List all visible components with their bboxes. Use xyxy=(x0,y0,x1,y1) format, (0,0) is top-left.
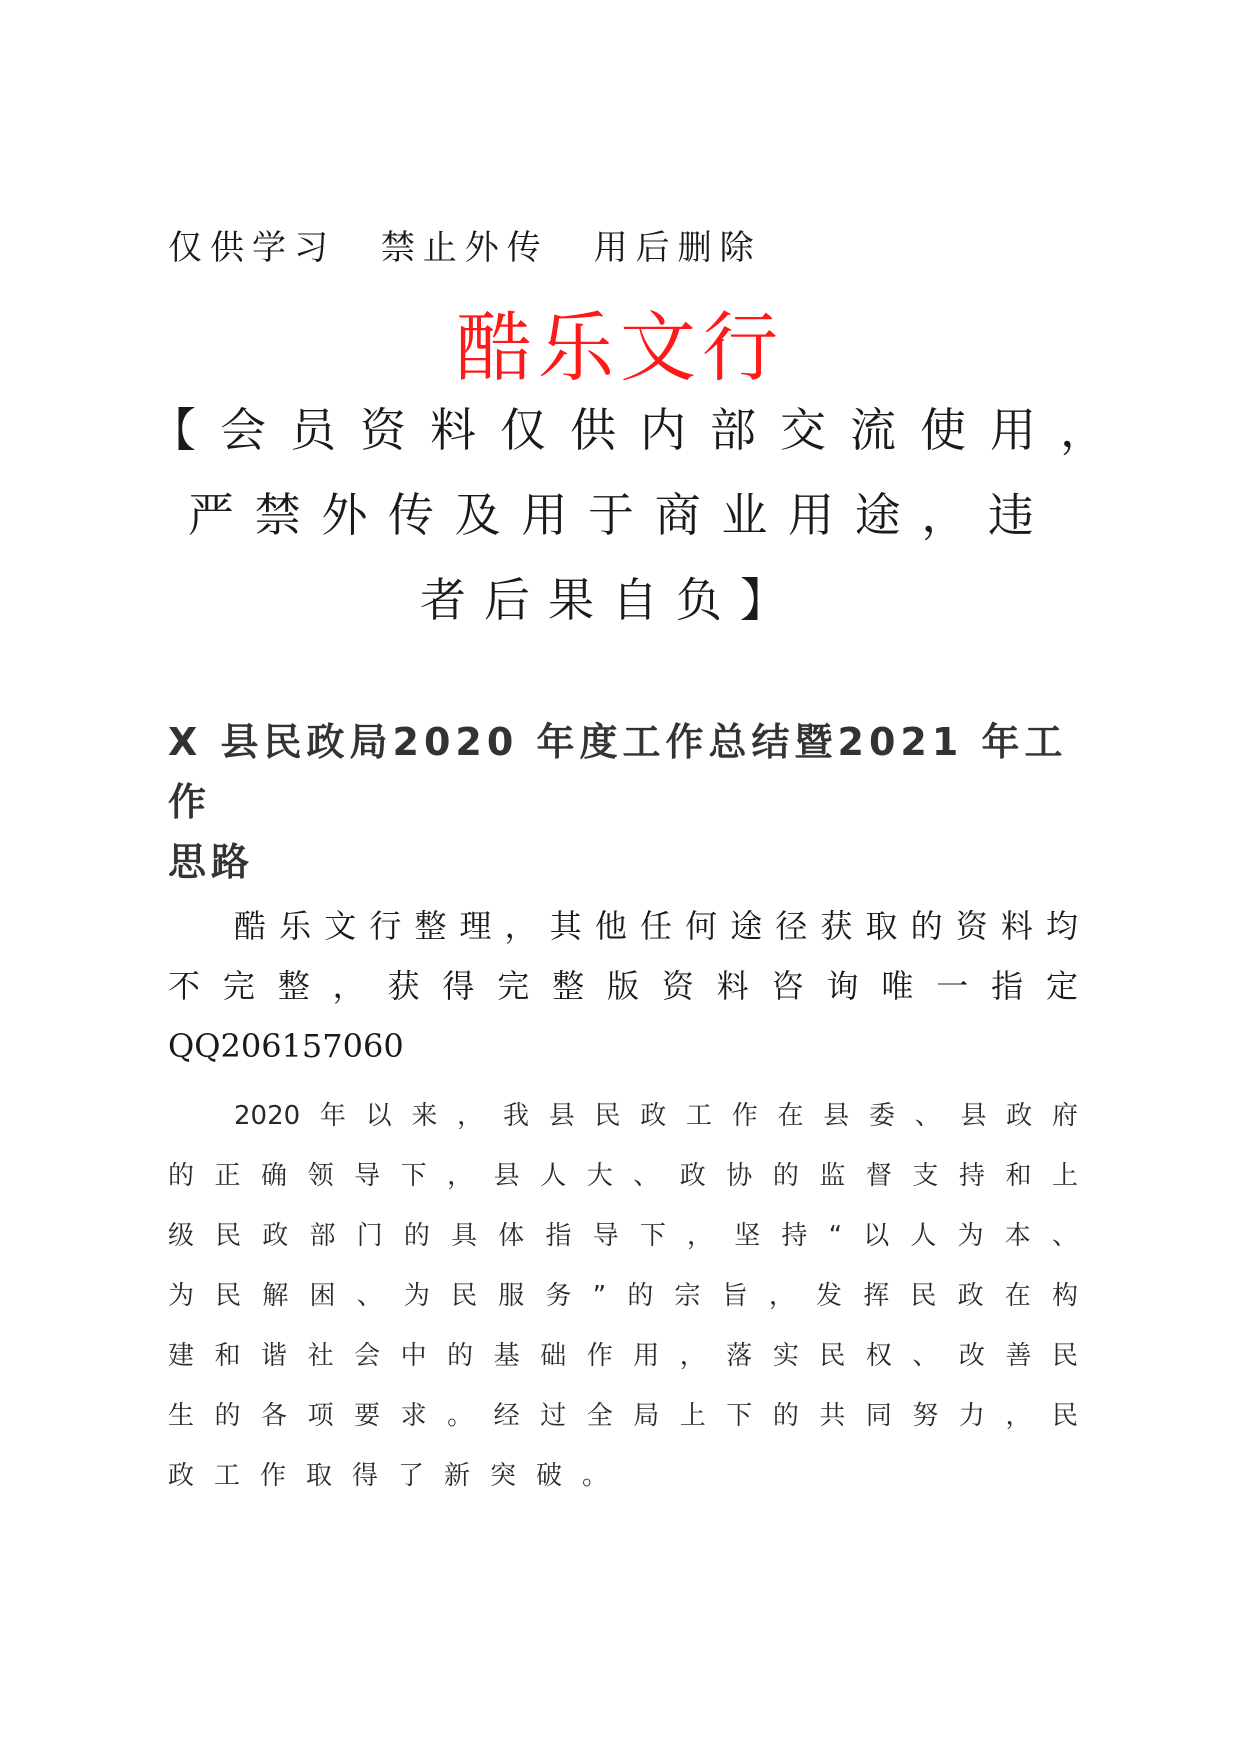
body-line: 为民解困、为民服务”的宗旨，发挥民政在构 xyxy=(168,1281,1078,1311)
brand-title: 酷乐文行 xyxy=(456,303,784,392)
intro-line-1: 酷乐文行整理，其他任何途径获取的资料均 xyxy=(234,907,1078,945)
body-line: 建和谐社会中的基础作用，落实民权、改善民 xyxy=(168,1341,1078,1371)
usage-notice xyxy=(168,226,1068,270)
notice-no-distribution: 禁止外传 xyxy=(380,228,549,268)
warning-line-1: 【会员资料仅供内部交流使用， xyxy=(150,403,1110,457)
notice-delete-after-use: 用后删除 xyxy=(593,228,762,268)
warning-line-3: 者后果自负】 xyxy=(420,573,790,627)
warning-line-2: 严禁外传及用于商业用途，违 xyxy=(188,488,1038,542)
intro-paragraph xyxy=(168,896,1078,1076)
member-warning xyxy=(150,400,1110,460)
body-line: 2020年以来，我县民政工作在县委、县政府 xyxy=(234,1101,1078,1131)
member-warning-3 xyxy=(420,570,790,630)
body-line: 政工作取得了新突破。 xyxy=(168,1461,629,1491)
document-title xyxy=(168,712,1088,892)
body-line: 级民政部门的具体指导下，坚持“以人为本、 xyxy=(168,1221,1078,1251)
title-line-1: X 县民政局2020 年度工作总结暨2021 年工作 xyxy=(168,720,1068,824)
body-line: 生的各项要求。经过全局上下的共同努力，民 xyxy=(168,1401,1078,1431)
notice-study-only: 仅供学习 xyxy=(168,228,336,268)
member-warning-2 xyxy=(188,485,1038,545)
body-line: 的正确领导下，县人大、政协的监督支持和上 xyxy=(168,1161,1078,1191)
intro-line-3: QQ206157060 xyxy=(168,1027,404,1065)
body-paragraph xyxy=(168,1086,1078,1506)
intro-line-2: 不完整，获得完整版资料咨询唯一指定 xyxy=(168,967,1078,1005)
title-line-2: 思路 xyxy=(168,840,255,884)
